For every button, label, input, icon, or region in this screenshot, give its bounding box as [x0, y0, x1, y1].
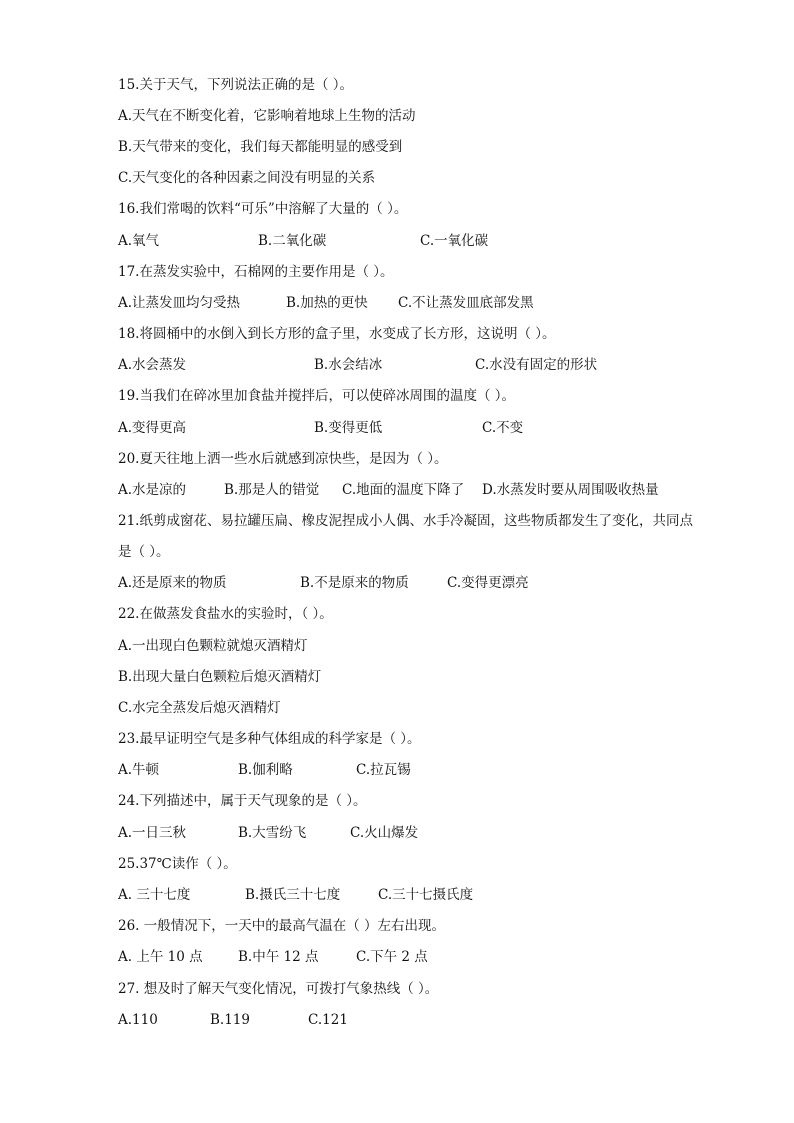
- question-26-option-c: C.下午 2 点: [356, 949, 428, 965]
- question-17-option-c: C.不让蒸发皿底部发黑: [398, 295, 534, 311]
- question-22-stem: 22.在做蒸发食盐水的实验时，（ ）。: [118, 606, 333, 622]
- question-22-option-b: B.出现大量白色颗粒后熄灭酒精灯: [118, 669, 322, 685]
- question-24-stem: 24.下列描述中，属于天气现象的是（ ）。: [118, 793, 367, 809]
- question-27-option-c: C.121: [308, 1012, 348, 1028]
- question-20-option-b: B.那是人的错觉: [224, 482, 320, 498]
- question-17-option-b: B.加热的更快: [286, 295, 368, 311]
- question-18-option-b: B.水会结冰: [314, 357, 383, 373]
- question-18-stem: 18.将圆桶中的水倒入到长方形的盒子里，水变成了长方形，这说明（ ）。: [118, 326, 556, 342]
- question-26-stem: 26. 一般情况下，一天中的最高气温在（ ）左右出现。: [118, 918, 446, 934]
- question-27-option-a: A.110: [118, 1012, 158, 1028]
- question-18-option-c: C.水没有固定的形状: [475, 357, 598, 373]
- question-16-option-a: A.氧气: [118, 233, 160, 249]
- question-16-option-c: C.一氧化碳: [420, 233, 489, 249]
- question-19-stem: 19.当我们在碎冰里加食盐并搅拌后，可以使碎冰周围的温度（ ）。: [118, 388, 516, 404]
- question-15-option-b: B.天气带来的变化，我们每天都能明显的感受到: [118, 139, 403, 155]
- question-24-option-a: A.一日三秋: [118, 825, 187, 841]
- question-22-option-a: A.一出现白色颗粒就熄灭酒精灯: [118, 638, 308, 654]
- question-15-option-c: C.天气变化的各种因素之间没有明显的关系: [118, 170, 376, 186]
- question-24-option-c: C.火山爆发: [350, 825, 419, 841]
- question-21-option-b: B.不是原来的物质: [300, 575, 409, 591]
- question-16-stem: 16.我们常喝的饮料“可乐”中溶解了大量的（ ）。: [118, 201, 408, 217]
- question-25-stem: 25.37℃读作（ ）。: [118, 856, 237, 872]
- question-26-option-a: A. 上午 10 点: [118, 949, 203, 965]
- question-26-option-b: B.中午 12 点: [238, 949, 319, 965]
- question-19-option-b: B.变得更低: [314, 420, 383, 436]
- question-23-option-b: B.伽利略: [238, 762, 293, 778]
- question-24-option-b: B.大雪纷飞: [238, 825, 307, 841]
- question-20-option-a: A.水是凉的: [118, 482, 187, 498]
- question-19-option-c: C.不变: [482, 420, 524, 436]
- question-25-option-c: C.三十七摄氏度: [378, 887, 474, 903]
- question-21-option-c: C.变得更漂亮: [447, 575, 529, 591]
- question-17-stem: 17.在蒸发实验中，石棉网的主要作用是（ ）。: [118, 264, 394, 280]
- question-17-option-a: A.让蒸发皿均匀受热: [118, 295, 241, 311]
- question-27-stem: 27. 想及时了解天气变化情况，可拨打气象热线（ ）。: [118, 981, 439, 997]
- question-21-stem-continued: 是（ ）。: [118, 544, 170, 560]
- question-25-option-b: B.摄氏三十七度: [245, 887, 341, 903]
- question-23-option-a: A.牛顿: [118, 762, 160, 778]
- question-23-stem: 23.最早证明空气是多种气体组成的科学家是（ ）。: [118, 731, 421, 747]
- question-21-option-a: A.还是原来的物质: [118, 575, 227, 591]
- question-15-option-a: A.天气在不断变化着，它影响着地球上生物的活动: [118, 108, 416, 124]
- question-22-option-c: C.水完全蒸发后熄灭酒精灯: [118, 700, 281, 716]
- question-21-stem: 21.纸剪成窗花、易拉罐压扁、橡皮泥捏成小人偶、水手冷凝固，这些物质都发生了变化，共同点: [118, 513, 693, 529]
- question-19-option-a: A.变得更高: [118, 420, 187, 436]
- question-15-stem: 15.关于天气，下列说法正确的是（ ）。: [118, 77, 354, 93]
- question-20-stem: 20.夏天往地上洒一些水后就感到凉快些，是因为（ ）。: [118, 451, 448, 467]
- question-25-option-a: A. 三十七度: [118, 887, 191, 903]
- question-23-option-c: C.拉瓦锡: [356, 762, 411, 778]
- question-18-option-a: A.水会蒸发: [118, 357, 187, 373]
- question-16-option-b: B.二氧化碳: [258, 233, 327, 249]
- question-20-option-d: D.水蒸发时要从周围吸收热量: [482, 482, 659, 498]
- question-20-option-c: C.地面的温度下降了: [342, 482, 465, 498]
- question-27-option-b: B.119: [210, 1012, 250, 1028]
